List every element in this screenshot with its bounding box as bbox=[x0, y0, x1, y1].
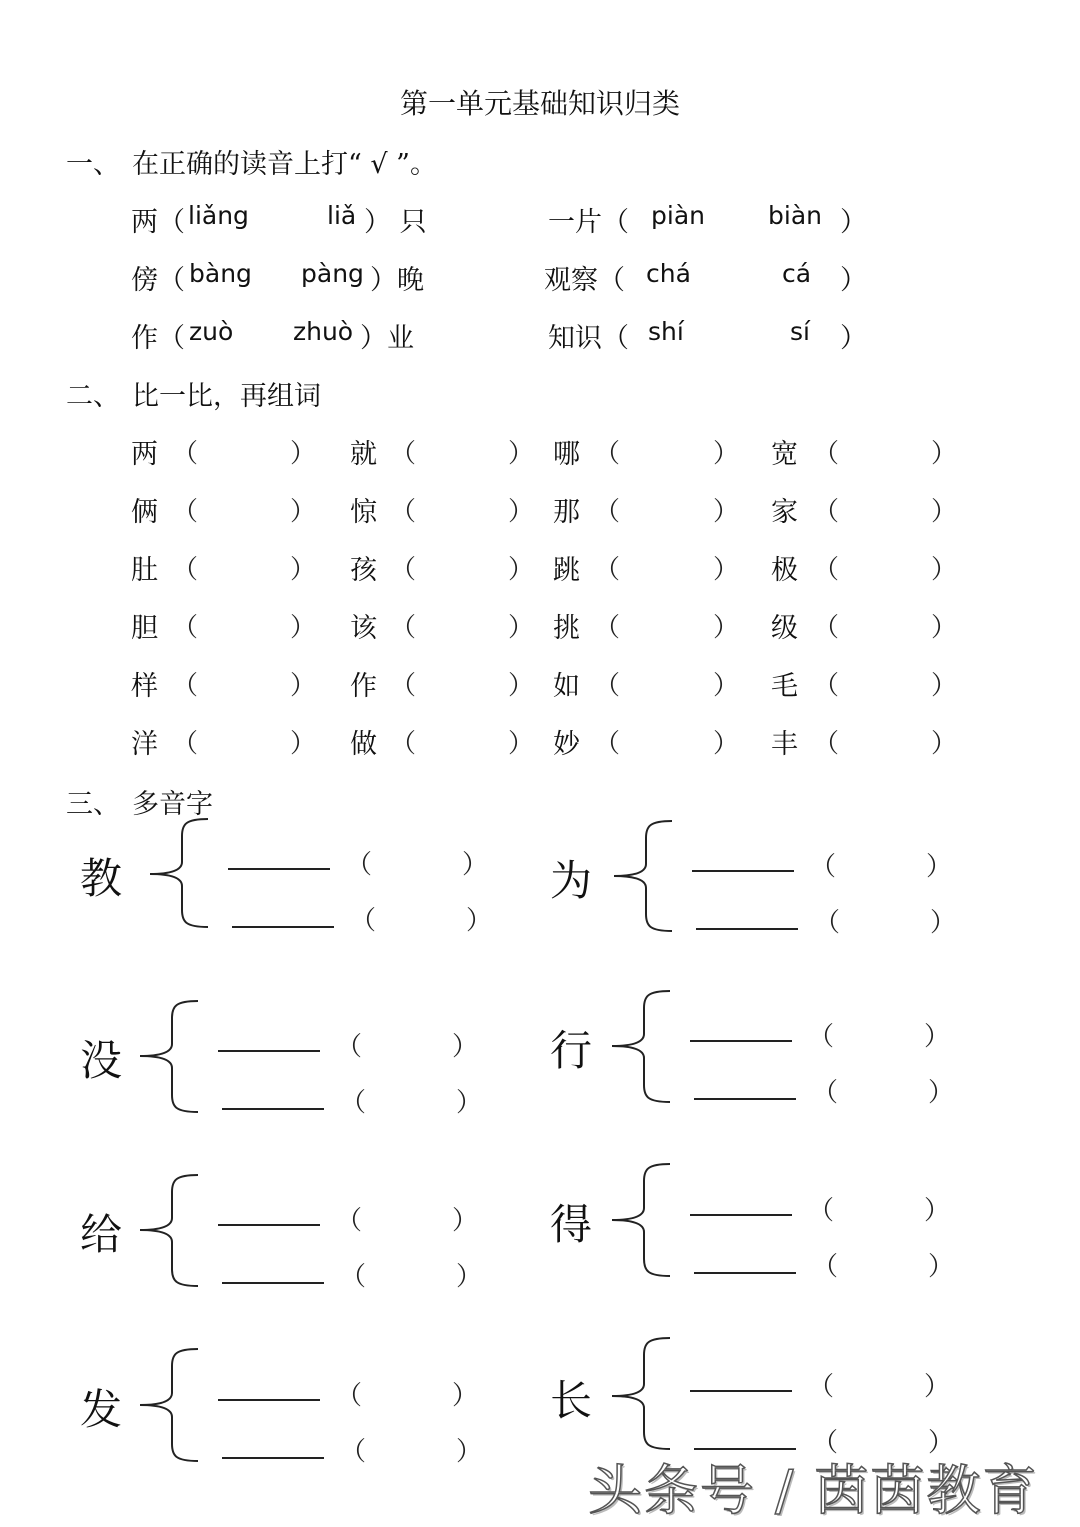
close-paren: ） bbox=[928, 1252, 955, 1282]
open-paren: （ bbox=[810, 852, 837, 882]
close-paren: ） bbox=[931, 613, 958, 643]
word-answer-field[interactable] bbox=[624, 722, 707, 756]
word-blank[interactable] bbox=[692, 870, 794, 872]
open-paren: （ bbox=[594, 613, 621, 643]
pinyin-answer-field[interactable] bbox=[836, 1366, 926, 1398]
curly-brace-icon bbox=[150, 818, 220, 928]
close-paren: ） bbox=[931, 497, 958, 527]
open-paren: （ bbox=[813, 729, 840, 759]
section-2-heading bbox=[66, 374, 321, 413]
pinyin-item-tail: ）晚 bbox=[370, 265, 424, 296]
word-answer-field[interactable] bbox=[624, 548, 707, 582]
word-char: 级 bbox=[771, 613, 798, 644]
word-char: 那 bbox=[553, 497, 580, 528]
open-paren: （ bbox=[808, 1372, 835, 1402]
word-answer-field[interactable] bbox=[202, 722, 284, 756]
open-paren: （ bbox=[594, 671, 621, 701]
curly-brace-icon bbox=[614, 820, 684, 932]
word-char: 丰 bbox=[771, 729, 798, 760]
open-paren: （ bbox=[336, 1381, 363, 1411]
pinyin-option[interactable]: zuò bbox=[189, 317, 234, 346]
curly-brace-icon bbox=[140, 1000, 210, 1113]
close-paren: ） bbox=[452, 1206, 479, 1236]
word-char: 肚 bbox=[131, 555, 158, 586]
close-paren: ） bbox=[456, 1437, 483, 1467]
word-char: 妙 bbox=[553, 729, 580, 760]
word-answer-field[interactable] bbox=[843, 606, 925, 640]
close-paren: ） bbox=[713, 671, 740, 701]
open-paren: （ bbox=[340, 1088, 367, 1118]
word-char: 作 bbox=[350, 671, 377, 702]
open-paren: （ bbox=[390, 671, 417, 701]
close-paren: ） bbox=[290, 671, 317, 701]
word-answer-field[interactable] bbox=[624, 664, 707, 698]
close-paren: ） bbox=[456, 1088, 483, 1118]
section-number: 一、 bbox=[66, 149, 120, 180]
word-answer-field[interactable] bbox=[843, 722, 925, 756]
word-answer-field[interactable] bbox=[624, 490, 707, 524]
open-paren: （ bbox=[808, 1022, 835, 1052]
close-paren: ） bbox=[508, 671, 535, 701]
close-paren: ） bbox=[290, 439, 317, 469]
close-paren: ） bbox=[713, 439, 740, 469]
word-char: 极 bbox=[771, 555, 798, 586]
pinyin-item: 一片（ bbox=[548, 207, 629, 238]
word-blank[interactable] bbox=[232, 926, 334, 928]
word-char: 做 bbox=[350, 729, 377, 760]
pinyin-item-tail: ） bbox=[840, 207, 867, 238]
close-paren: ） bbox=[924, 1196, 951, 1226]
pinyin-option[interactable]: pàng bbox=[301, 259, 364, 288]
word-answer-field[interactable] bbox=[420, 664, 502, 698]
word-char: 样 bbox=[131, 671, 158, 702]
word-answer-field[interactable] bbox=[202, 664, 284, 698]
open-paren: （ bbox=[594, 439, 621, 469]
pinyin-answer-field[interactable] bbox=[836, 1016, 926, 1048]
open-paren: （ bbox=[813, 555, 840, 585]
polyphone-char: 没 bbox=[80, 1036, 123, 1085]
section-3-heading bbox=[66, 782, 213, 821]
pinyin-option[interactable]: sí bbox=[790, 317, 810, 346]
word-answer-field[interactable] bbox=[202, 606, 284, 640]
open-paren: （ bbox=[172, 671, 199, 701]
word-blank[interactable] bbox=[218, 1224, 320, 1226]
curly-brace-icon bbox=[140, 1174, 210, 1287]
word-answer-field[interactable] bbox=[420, 722, 502, 756]
close-paren: ） bbox=[290, 555, 317, 585]
pinyin-answer-field[interactable] bbox=[364, 1200, 454, 1232]
close-paren: ） bbox=[290, 497, 317, 527]
word-answer-field[interactable] bbox=[843, 490, 925, 524]
word-blank[interactable] bbox=[218, 1399, 320, 1401]
pinyin-answer-field[interactable] bbox=[842, 902, 932, 934]
open-paren: （ bbox=[172, 497, 199, 527]
open-paren: （ bbox=[813, 497, 840, 527]
pinyin-answer-field[interactable] bbox=[364, 1375, 454, 1407]
close-paren: ） bbox=[462, 850, 489, 880]
word-char: 哪 bbox=[553, 439, 580, 470]
close-paren: ） bbox=[931, 555, 958, 585]
word-char: 胆 bbox=[131, 613, 158, 644]
word-blank[interactable] bbox=[690, 1040, 792, 1042]
open-paren: （ bbox=[340, 1437, 367, 1467]
close-paren: ） bbox=[924, 1372, 951, 1402]
section-title: 比一比，再组词 bbox=[132, 381, 321, 412]
curly-brace-icon bbox=[612, 1163, 682, 1277]
pinyin-answer-field[interactable] bbox=[378, 900, 468, 932]
word-answer-field[interactable] bbox=[624, 432, 707, 466]
word-char: 家 bbox=[771, 497, 798, 528]
open-paren: （ bbox=[346, 850, 373, 880]
section-number: 三、 bbox=[66, 789, 120, 820]
polyphone-char: 给 bbox=[80, 1210, 123, 1259]
word-blank[interactable] bbox=[222, 1108, 324, 1110]
polyphone-char: 行 bbox=[550, 1026, 593, 1075]
open-paren: （ bbox=[340, 1262, 367, 1292]
pinyin-option[interactable]: liǎ bbox=[327, 201, 357, 230]
word-answer-field[interactable] bbox=[420, 548, 502, 582]
polyphone-char: 为 bbox=[550, 856, 593, 905]
word-answer-field[interactable] bbox=[843, 432, 925, 466]
open-paren: （ bbox=[812, 1252, 839, 1282]
word-blank[interactable] bbox=[228, 868, 330, 870]
open-paren: （ bbox=[814, 908, 841, 938]
curly-brace-icon bbox=[612, 1337, 682, 1450]
close-paren: ） bbox=[924, 1022, 951, 1052]
close-paren: ） bbox=[930, 908, 957, 938]
close-paren: ） bbox=[926, 852, 953, 882]
polyphone-char: 发 bbox=[80, 1385, 123, 1434]
close-paren: ） bbox=[508, 555, 535, 585]
close-paren: ） bbox=[290, 729, 317, 759]
open-paren: （ bbox=[172, 729, 199, 759]
pinyin-option[interactable]: biàn bbox=[768, 201, 822, 230]
open-paren: （ bbox=[390, 439, 417, 469]
word-char: 两 bbox=[131, 439, 158, 470]
page-title: 第一单元基础知识归类 bbox=[399, 87, 680, 120]
pinyin-option[interactable]: piàn bbox=[651, 201, 705, 230]
curly-brace-icon bbox=[612, 990, 682, 1103]
open-paren: （ bbox=[813, 671, 840, 701]
open-paren: （ bbox=[336, 1206, 363, 1236]
close-paren: ） bbox=[713, 497, 740, 527]
open-paren: （ bbox=[350, 906, 377, 936]
pinyin-item: 两（ bbox=[131, 207, 185, 238]
pinyin-answer-field[interactable] bbox=[368, 1256, 458, 1288]
pinyin-item: 作（ bbox=[131, 323, 185, 354]
word-char: 毛 bbox=[771, 671, 798, 702]
word-answer-field[interactable] bbox=[843, 548, 925, 582]
word-char: 就 bbox=[350, 439, 377, 470]
close-paren: ） bbox=[713, 613, 740, 643]
close-paren: ） bbox=[508, 729, 535, 759]
pinyin-answer-field[interactable] bbox=[836, 1190, 926, 1222]
word-blank[interactable] bbox=[696, 928, 798, 930]
close-paren: ） bbox=[466, 906, 493, 936]
section-number: 二、 bbox=[66, 381, 120, 412]
word-char: 孩 bbox=[350, 555, 377, 586]
close-paren: ） bbox=[456, 1262, 483, 1292]
word-char: 跳 bbox=[553, 555, 580, 586]
pinyin-answer-field[interactable] bbox=[368, 1431, 458, 1463]
word-char: 挑 bbox=[553, 613, 580, 644]
pinyin-answer-field[interactable] bbox=[840, 1072, 930, 1104]
close-paren: ） bbox=[508, 613, 535, 643]
pinyin-item-tail: ） bbox=[840, 323, 867, 354]
word-answer-field[interactable] bbox=[420, 606, 502, 640]
pinyin-item-tail: ） bbox=[840, 265, 867, 296]
word-char: 如 bbox=[553, 671, 580, 702]
open-paren: （ bbox=[594, 555, 621, 585]
close-paren: ） bbox=[931, 671, 958, 701]
word-answer-field[interactable] bbox=[202, 490, 284, 524]
close-paren: ） bbox=[928, 1428, 955, 1458]
word-answer-field[interactable] bbox=[420, 432, 502, 466]
word-answer-field[interactable] bbox=[202, 548, 284, 582]
pinyin-option[interactable]: zhuò bbox=[293, 317, 354, 346]
close-paren: ） bbox=[508, 439, 535, 469]
close-paren: ） bbox=[931, 729, 958, 759]
open-paren: （ bbox=[812, 1428, 839, 1458]
watermark: 头条号 / 茵茵教育 bbox=[588, 1459, 1039, 1522]
pinyin-item: 知识（ bbox=[548, 323, 629, 354]
close-paren: ） bbox=[508, 497, 535, 527]
close-paren: ） bbox=[931, 439, 958, 469]
word-answer-field[interactable] bbox=[624, 606, 707, 640]
open-paren: （ bbox=[390, 729, 417, 759]
pinyin-item-tail: ）业 bbox=[360, 323, 414, 354]
pinyin-answer-field[interactable] bbox=[368, 1082, 458, 1114]
close-paren: ） bbox=[713, 555, 740, 585]
pinyin-answer-field[interactable] bbox=[840, 1246, 930, 1278]
polyphone-char: 得 bbox=[550, 1200, 593, 1249]
open-paren: （ bbox=[594, 729, 621, 759]
word-char: 洋 bbox=[131, 729, 158, 760]
open-paren: （ bbox=[172, 439, 199, 469]
polyphone-char: 教 bbox=[80, 854, 123, 903]
open-paren: （ bbox=[812, 1078, 839, 1108]
close-paren: ） bbox=[452, 1032, 479, 1062]
pinyin-item: 傍（ bbox=[131, 265, 185, 296]
curly-brace-icon bbox=[140, 1348, 210, 1462]
open-paren: （ bbox=[813, 613, 840, 643]
open-paren: （ bbox=[813, 439, 840, 469]
section-title: 在正确的读音上打“ √ ”。 bbox=[132, 149, 437, 180]
word-answer-field[interactable] bbox=[843, 664, 925, 698]
pinyin-option[interactable]: bàng bbox=[189, 259, 252, 288]
section-1-heading bbox=[66, 142, 437, 181]
open-paren: （ bbox=[336, 1032, 363, 1062]
pinyin-option[interactable]: chá bbox=[646, 259, 691, 288]
open-paren: （ bbox=[172, 555, 199, 585]
word-char: 俩 bbox=[131, 497, 158, 528]
pinyin-item-tail: ） 只 bbox=[364, 207, 427, 238]
word-char: 该 bbox=[350, 613, 377, 644]
close-paren: ） bbox=[290, 613, 317, 643]
open-paren: （ bbox=[390, 497, 417, 527]
pinyin-answer-field[interactable] bbox=[838, 846, 928, 878]
word-blank[interactable] bbox=[222, 1457, 324, 1459]
word-blank[interactable] bbox=[690, 1214, 792, 1216]
open-paren: （ bbox=[172, 613, 199, 643]
pinyin-item: 观察（ bbox=[544, 265, 625, 296]
word-blank[interactable] bbox=[222, 1282, 324, 1284]
pinyin-answer-field[interactable] bbox=[364, 1026, 454, 1058]
word-answer-field[interactable] bbox=[202, 432, 284, 466]
pinyin-option[interactable]: cá bbox=[782, 259, 812, 288]
word-char: 惊 bbox=[350, 497, 377, 528]
close-paren: ） bbox=[452, 1381, 479, 1411]
word-answer-field[interactable] bbox=[420, 490, 502, 524]
close-paren: ） bbox=[928, 1078, 955, 1108]
open-paren: （ bbox=[808, 1196, 835, 1226]
word-char: 宽 bbox=[771, 439, 798, 470]
close-paren: ） bbox=[713, 729, 740, 759]
pinyin-option[interactable]: liǎng bbox=[188, 201, 249, 230]
pinyin-answer-field[interactable] bbox=[374, 844, 464, 876]
section-title: 多音字 bbox=[132, 789, 213, 820]
open-paren: （ bbox=[594, 497, 621, 527]
open-paren: （ bbox=[390, 555, 417, 585]
polyphone-char: 长 bbox=[550, 1376, 593, 1425]
word-blank[interactable] bbox=[694, 1272, 796, 1274]
word-blank[interactable] bbox=[694, 1098, 796, 1100]
word-blank[interactable] bbox=[218, 1050, 320, 1052]
word-blank[interactable] bbox=[690, 1390, 792, 1392]
pinyin-option[interactable]: shí bbox=[648, 317, 684, 346]
open-paren: （ bbox=[390, 613, 417, 643]
